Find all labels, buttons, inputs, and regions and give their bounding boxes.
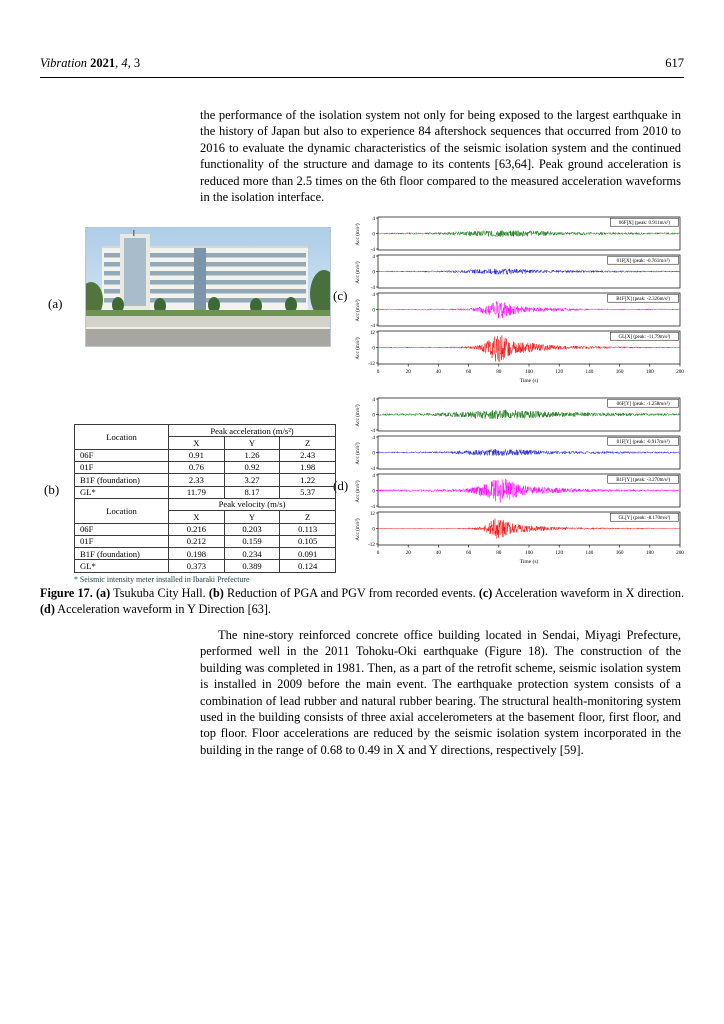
- svg-text:01F[Y] (peak: -0.917m/s²): 01F[Y] (peak: -0.917m/s²): [616, 440, 670, 445]
- chart-x-direction: [352, 215, 684, 391]
- svg-text:4: 4: [372, 291, 375, 298]
- svg-text:60: 60: [466, 369, 472, 375]
- table-row: 01F 0.212 0.159 0.105: [75, 535, 336, 547]
- accel-header: Peak acceleration (m/s²): [169, 425, 336, 437]
- waveform-plot: [352, 215, 684, 391]
- table-row: GL* 11.79 8.17 5.37: [75, 486, 336, 498]
- svg-text:200: 200: [676, 550, 684, 556]
- svg-text:80: 80: [496, 369, 502, 375]
- svg-text:Acc (m/s²): Acc (m/s²): [355, 337, 361, 360]
- table-header-row: [75, 498, 336, 510]
- chart-y-direction: [352, 396, 684, 572]
- svg-text:0: 0: [372, 412, 375, 419]
- svg-text:180: 180: [645, 369, 654, 375]
- svg-text:Acc (m/s²): Acc (m/s²): [355, 261, 361, 284]
- svg-text:0: 0: [372, 231, 375, 238]
- svg-text:4: 4: [372, 253, 375, 260]
- table-axis-row: X Y Z: [75, 511, 336, 523]
- svg-text:0: 0: [376, 550, 380, 556]
- svg-text:20: 20: [405, 550, 411, 556]
- svg-text:Time (s): Time (s): [519, 559, 539, 565]
- svg-text:-4: -4: [370, 465, 375, 472]
- location-header: Location: [75, 425, 169, 450]
- svg-text:0: 0: [372, 307, 375, 314]
- svg-text:-12: -12: [368, 541, 375, 548]
- journal-volume: 4: [121, 56, 128, 70]
- journal-name: Vibration: [40, 56, 87, 70]
- svg-text:180: 180: [645, 550, 654, 556]
- location-header: Location: [75, 498, 169, 523]
- svg-text:4: 4: [372, 472, 375, 479]
- table-row: 06F 0.216 0.203 0.113: [75, 523, 336, 535]
- table-row: B1F (foundation) 0.198 0.234 0.091: [75, 548, 336, 560]
- svg-text:4: 4: [372, 396, 375, 403]
- svg-text:80: 80: [496, 550, 502, 556]
- pga-pgv-table-wrap: [74, 424, 336, 584]
- pga-pgv-table: [74, 424, 336, 573]
- table-footnote: * Seismic intensity meter installed in Ibaraki Prefecture: [74, 574, 250, 584]
- table-axis-row: X Y Z: [75, 437, 336, 449]
- svg-text:20: 20: [405, 369, 411, 375]
- journal-year: 2021: [87, 56, 116, 70]
- svg-text:B1F[Y] (peak: -3.270m/s²): B1F[Y] (peak: -3.270m/s²): [616, 478, 671, 483]
- svg-text:40: 40: [435, 369, 441, 375]
- table-header-row: [75, 425, 336, 437]
- svg-text:40: 40: [435, 550, 441, 556]
- svg-text:100: 100: [525, 369, 533, 375]
- figure-label-d: (d): [333, 478, 349, 493]
- svg-text:-4: -4: [370, 322, 375, 329]
- page-header: [40, 56, 684, 71]
- page-number: 617: [665, 56, 684, 70]
- svg-text:-4: -4: [370, 284, 375, 291]
- paragraph-1: the performance of the isolation system not only for being exposed to the largest earthquake in the history of Japan but also to experience 84 aftershock sequences that occurred from 2010 to 2016 to evaluate the dynamic characteristics of the seismic isolation system and the continued functionality of the structure and damage to its contents [63,64]. Peak ground acceleration is reduced more than 2.5 times on the 6th floor compared to the measured acceleration waveforms in the isolation interface.: [200, 108, 681, 204]
- svg-text:60: 60: [466, 550, 472, 556]
- svg-text:GL[Y] (peak: -8.170m/s²): GL[Y] (peak: -8.170m/s²): [618, 516, 671, 521]
- paragraph-2: The nine-story reinforced concrete office building located in Sendai, Miyagi Prefecture, performed well in the 2011 Tohoku-Oki earthquake (Figure 18). The construction of the building was completed in 1981. Then, as a part of the retrofit scheme, seismic isolation system is installed in 2009 before the main event. The earthquake protection system consists of a combination of lead rubber and natural rubber bearing. The structural health-monitoring system used in the building consists of three axial accelerometers at the basement floor, first floor, and top floor. Floor accelerations are reduced by the seismic isolation system incorporated in the building in the range of 0.68 to 0.49 in X and Y directions, respectively [59].: [200, 628, 681, 757]
- svg-text:06F[X] (peak: 0.911m/s²): 06F[X] (peak: 0.911m/s²): [618, 221, 670, 226]
- svg-text:4: 4: [372, 434, 375, 441]
- svg-text:Acc (m/s²): Acc (m/s²): [355, 299, 361, 322]
- svg-text:06F[Y] (peak: -1.258m/s²): 06F[Y] (peak: -1.258m/s²): [616, 402, 670, 407]
- svg-text:-4: -4: [370, 503, 375, 510]
- svg-text:140: 140: [585, 550, 594, 556]
- svg-text:-12: -12: [368, 360, 375, 367]
- svg-text:160: 160: [615, 550, 624, 556]
- svg-text:0: 0: [372, 345, 375, 352]
- svg-text:Acc (m/s²): Acc (m/s²): [355, 518, 361, 541]
- svg-text:140: 140: [585, 369, 594, 375]
- header-rule: [40, 77, 684, 78]
- svg-text:Acc (m/s²): Acc (m/s²): [355, 223, 361, 246]
- table-row: B1F (foundation) 2.33 3.27 1.22: [75, 474, 336, 486]
- svg-text:B1F[X] (peak: -2.326m/s²): B1F[X] (peak: -2.326m/s²): [616, 297, 671, 302]
- caption-figure-number: Figure 17.: [40, 586, 93, 600]
- svg-text:-4: -4: [370, 427, 375, 434]
- svg-text:Time (s): Time (s): [519, 378, 539, 384]
- svg-text:0: 0: [372, 450, 375, 457]
- svg-text:01F[X] (peak: -0.761m/s²): 01F[X] (peak: -0.761m/s²): [616, 259, 670, 264]
- table-row: GL* 0.373 0.389 0.124: [75, 560, 336, 572]
- svg-text:Acc (m/s²): Acc (m/s²): [355, 404, 361, 427]
- svg-text:120: 120: [555, 550, 564, 556]
- table-row: 01F 0.76 0.92 1.98: [75, 461, 336, 473]
- svg-text:Acc (m/s²): Acc (m/s²): [355, 442, 361, 465]
- figure-label-a: (a): [48, 296, 63, 311]
- figure-label-c: (c): [333, 288, 348, 303]
- svg-text:100: 100: [525, 550, 533, 556]
- svg-text:0: 0: [372, 526, 375, 533]
- svg-text:0: 0: [372, 269, 375, 276]
- svg-text:Acc (m/s²): Acc (m/s²): [355, 480, 361, 503]
- svg-text:GL[X] (peak: -11.79m/s²): GL[X] (peak: -11.79m/s²): [618, 335, 671, 340]
- svg-text:0: 0: [376, 369, 380, 375]
- svg-text:120: 120: [555, 369, 564, 375]
- svg-text:12: 12: [369, 510, 375, 517]
- svg-text:160: 160: [615, 369, 624, 375]
- velocity-header: Peak velocity (m/s): [169, 498, 336, 510]
- journal-citation: Vibration 2021, 4, 3: [40, 56, 141, 70]
- table-row: 06F 0.91 1.26 2.43: [75, 449, 336, 461]
- svg-text:0: 0: [372, 488, 375, 495]
- figure-caption: Figure 17. (a) Tsukuba City Hall. (b) Reduction of PGA and PGV from recorded events. (c) Acceleration waveform in X direction. (d) Acceleration waveform in Y Direction [63].: [40, 586, 685, 616]
- svg-text:12: 12: [369, 329, 375, 336]
- building-photo-illustration: [86, 228, 330, 346]
- figure-label-b: (b): [44, 482, 60, 497]
- waveform-plot: [352, 396, 684, 572]
- building-photo: [86, 228, 330, 346]
- svg-text:-4: -4: [370, 246, 375, 253]
- svg-text:4: 4: [372, 215, 375, 222]
- svg-text:200: 200: [676, 369, 684, 375]
